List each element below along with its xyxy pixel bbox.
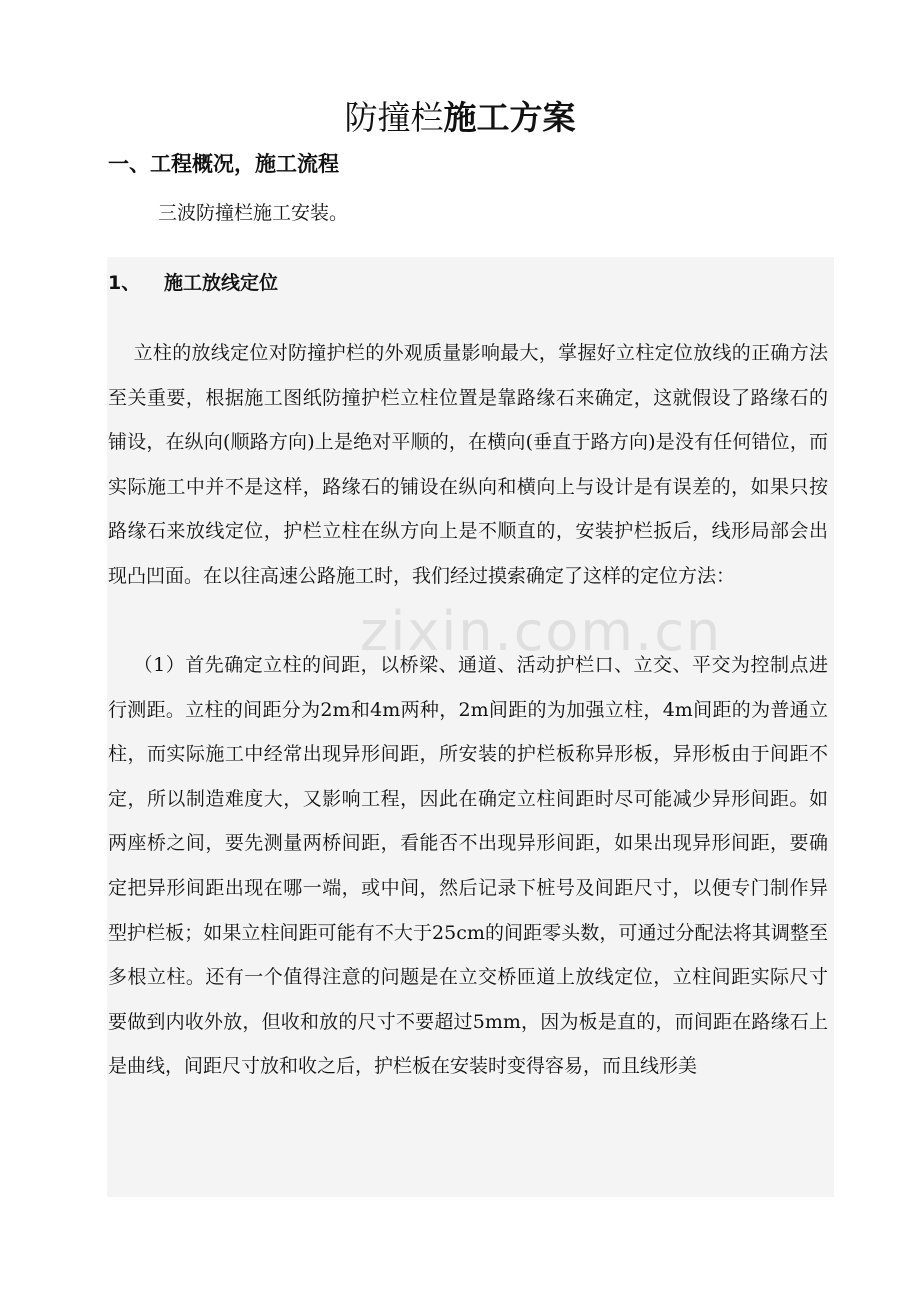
title-part-2: 施工方案	[443, 98, 576, 137]
paragraph-1: 立柱的放线定位对防撞护栏的外观质量影响最大，掌握好立柱定位放线的正确方法至关重要，根据施工图纸防撞护栏立柱位置是靠路缘石来确定，这就假设了路缘石的铺设，在纵向(顺路方向)上是绝对平顺的，在横向(垂直于路方向)是没有任何错位，而实际施工中并不是这样，路缘石的铺设在纵向和横向上与设计是有误差的，如果只按路缘石来放线定位，护栏立柱在纵方向上是不顺直的，安装护栏扳后，线形局部会出现凸凹面。在以往高速公路施工时，我们经过摸索确定了这样的定位方法：	[108, 342, 828, 587]
section-heading: 一、工程概况，施工流程	[108, 152, 339, 176]
intro-text: 三波防撞栏施工安装。	[158, 202, 349, 224]
subsection-heading	[108, 267, 278, 299]
subsection-title: 施工放线定位	[164, 272, 279, 294]
subsection-number: 1、	[108, 272, 141, 294]
page-title	[0, 96, 920, 140]
title-part-1: 防撞栏	[344, 98, 444, 137]
watermark: zixin.com.cn	[360, 600, 723, 663]
paragraph-2: （1）首先确定立柱的间距，以桥梁、通道、活动护栏口、立交、平交为控制点进行测距。立柱的间距分为2m和4m两种，2m间距的为加强立柱，4m间距的为普通立柱，而实际施工中经常出现异形间距，所安装的护栏板称异形板，异形板由于间距不定，所以制造难度大，又影响工程，因此在确定立柱间距时尽可能减少异形间距。如两座桥之间，要先测量两桥间距，看能否不出现异形间距，如果出现异形间距，要确定把异形间距出现在哪一端，或中间，然后记录下桩号及间距尺寸，以便专门制作异型护栏板；如果立柱间距可能有不大于25cm的间距零头数，可通过分配法将其调整至多根立柱。还有一个值得注意的问题是在立交桥匝道上放线定位，立柱间距实际尺寸要做到内收外放，但收和放的尺寸不要超过5mm，因为板是直的，而间距在路缘石上是曲线，间距尺寸放和收之后，护栏板在安装时变得容易，而且线形美	[108, 654, 828, 1078]
